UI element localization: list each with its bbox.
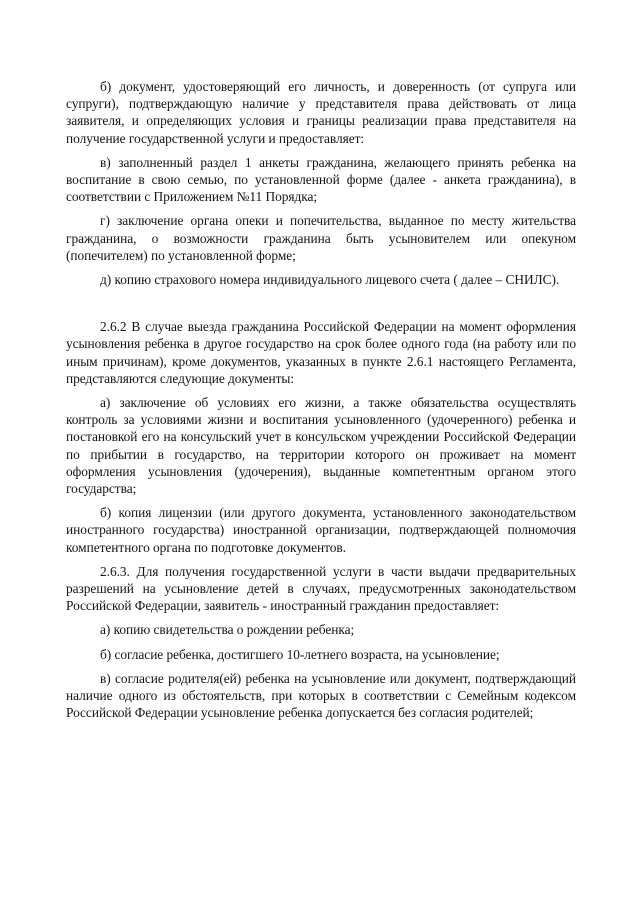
paragraph-a-living-conditions: а) заключение об условиях его жизни, а также обязательства осуществлять контроль за условиями жизни и воспитания усыновленного (удочеренного) ребенка и постановкой его на консульский учет в консульском учреждении Российской Федерации по прибытии в государство, на территории которого он проживает на момент оформления усыновления (удочерения), выданные компетентным органом этого государства;: [66, 395, 576, 497]
document-body: [66, 78, 576, 722]
paragraph-b-identity-document: б) документ, удостоверяющий его личность, и доверенность (от супруга или супруги), подтверждающую наличие у представителя права действовать от лица заявителя, и определяющих условия и границы реализации права представителя на получение государственной услуги и предоставляет:: [66, 79, 576, 146]
paragraph-a-birth-certificate: а) копию свидетельства о рождении ребенка;: [100, 622, 355, 638]
paragraph-g-guardianship-conclusion: г) заключение органа опеки и попечительства, выданное по месту жительства гражданина, о возможности гражданина быть усыновителем или опекуном (попечителем) по установленной форме;: [66, 213, 576, 263]
paragraph-b-license-copy: б) копия лицензии (или другого документа, установленного законодательством иностранного государства) иностранной организации, подтверждающей полномочия компетентного органа по подготовке документов.: [66, 505, 576, 555]
paragraph-v-parent-consent: в) согласие родителя(ей) ребенка на усыновление или документ, подтверждающий наличие одного из обстоятельств, при которых в соответствии с Семейным кодексом Российской Федерации усыновление ребенка допускается без согласия родителей;: [66, 670, 576, 721]
paragraph-d-snils: д) копию страхового номера индивидуального лицевого счета ( далее – СНИЛС).: [100, 272, 560, 288]
paragraph-2-6-3: 2.6.3. Для получения государственной услуги в части выдачи предварительных разрешений на усыновление детей в случаях, предусмотренных законодательством Российской Федерации, заявитель - иностранный гражданин предоставляет:: [66, 563, 576, 614]
paragraph-b-child-consent: б) согласие ребенка, достигшего 10-летнего возраста, на усыновление;: [100, 646, 500, 662]
paragraph-2-6-2: 2.6.2 В случае выезда гражданина Российской Федерации на момент оформления усыновления ребенка в другое государство на срок более одного года (на работу или по иным причинам), кроме документов, указанных в пункте 2.6.1 настоящего Регламента, представляются следующие документы:: [66, 319, 576, 386]
paragraph-v-questionnaire: в) заполненный раздел 1 анкеты гражданина, желающего принять ребенка на воспитание в свою семью, по установленной форме (далее - анкета гражданина), в соответствии с Приложением №11 Порядка;: [66, 154, 576, 205]
